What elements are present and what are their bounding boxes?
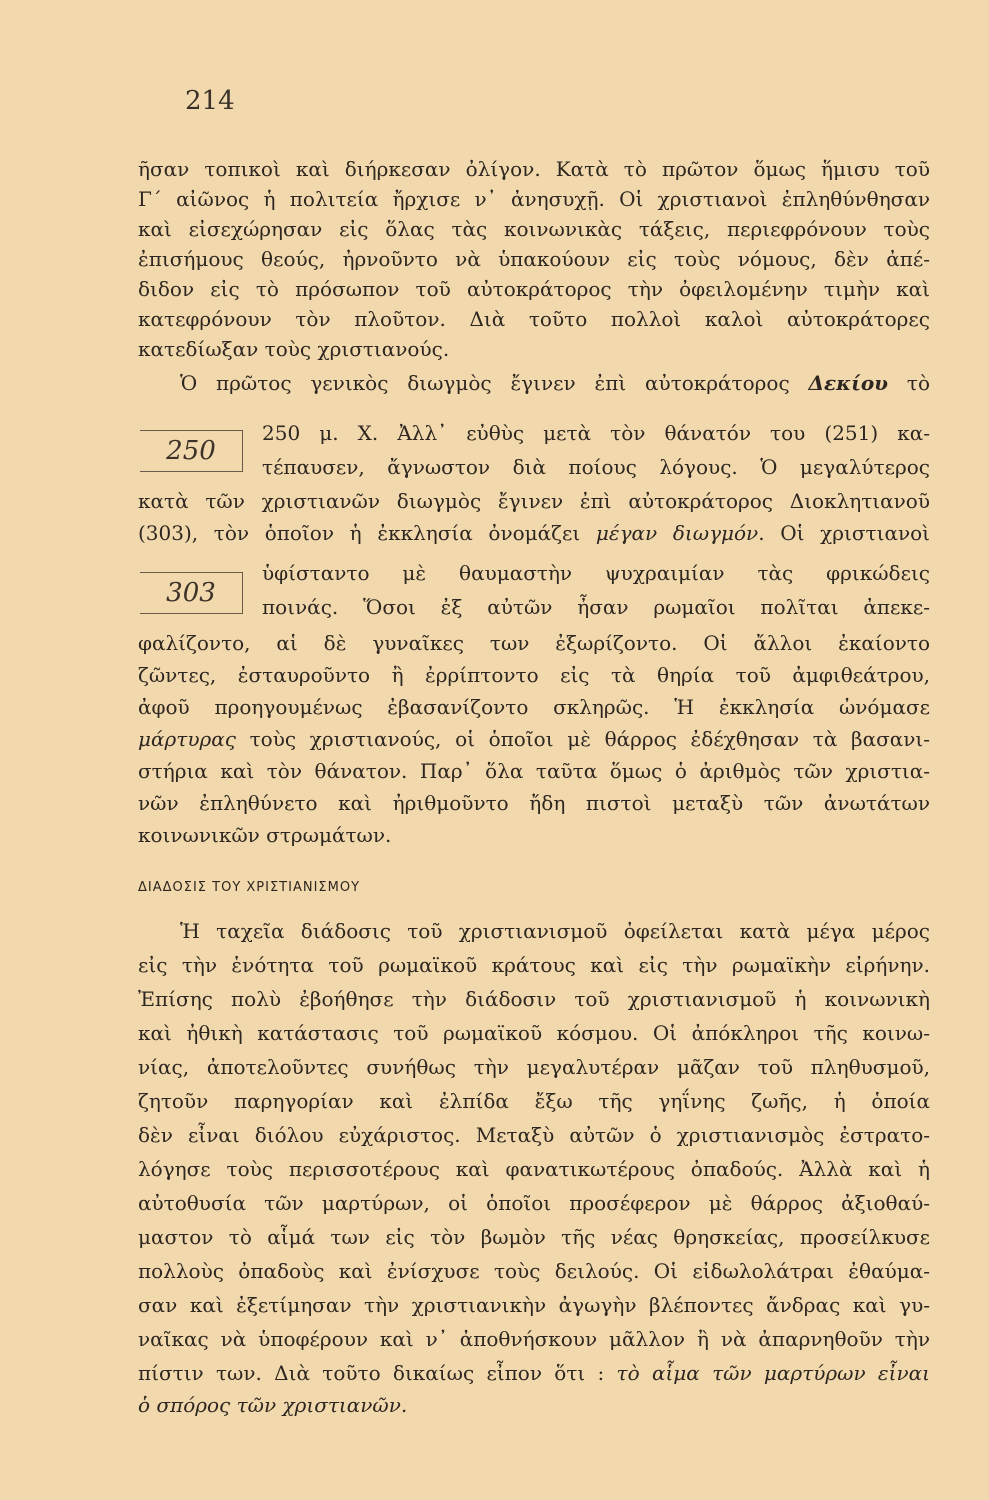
text-line: ὑφίσταντο μὲ θαυμαστὴν ψυχραιμίαν τὰς φρικώδεις [262,561,930,585]
margin-note-year: 303 [140,572,243,614]
text-line: καὶ ἠθικὴ κατάστασις τοῦ ρωμαϊκοῦ κόσμου. Οἱ ἀπόκληροι τῆς κοινω- [138,1021,930,1045]
text-line: στήρια καὶ τὸν θάνατον. Παρ᾽ ὅλα ταῦτα ὅμως ὁ ἀριθμὸς τῶν χριστια- [138,759,930,783]
text-line: διδον εἰς τὸ πρόσωπον τοῦ αὐτοκράτορος τὴν ὀφειλομένην τιμὴν καὶ [138,277,930,301]
text-line: 250 μ. Χ. Ἀλλ᾽ εὐθὺς μετὰ τὸν θάνατόν του (251) κα- [262,421,930,445]
text-line: κοινωνικῶν στρωμάτων. [138,823,392,847]
text-line: τέπαυσεν, ἄγνωστον διὰ ποίους λόγους. Ὁ μεγαλύτερος [262,455,930,479]
text-line: ζῶντες, ἐσταυροῦντο ἢ ἐρρίπτοντο εἰς τὰ θηρία τοῦ ἀμφιθεάτρου, [138,663,930,687]
text-line: Ἡ ταχεῖα διάδοσις τοῦ χριστιανισμοῦ ὀφείλεται κατὰ μέγα μέρος [180,919,930,943]
text-line: Ὁ πρῶτος γενικὸς διωγμὸς ἔγινεν ἐπὶ αὐτοκράτορος Δεκίου τὸ [180,371,930,395]
text-line: ῆσαν τοπικοὶ καὶ διήρκεσαν ὀλίγον. Κατὰ τὸ πρῶτον ὅμως ἥμισυ τοῦ [138,157,930,181]
text-line: (303), τὸν ὁποῖον ἡ ἐκκλησία ὀνομάζει μέγαν διωγμόν. Οἱ χριστιανοὶ [138,521,930,545]
text-line: ἐπισήμους θεούς, ἠρνοῦντο νὰ ὑπακούουν εἰς τοὺς νόμους, δὲν ἀπέ- [138,247,930,271]
section-heading: ΔΙΑΔΟΣΙΣ ΤΟΥ ΧΡΙΣΤΙΑΝΙΣΜΟΥ [138,880,361,895]
text-line: μάρτυρας τοὺς χριστιανούς, οἱ ὁποῖοι μὲ θάρρος ἐδέχθησαν τὰ βασανι- [138,727,930,751]
margin-note-year: 250 [140,430,243,472]
text-line: σαν καὶ ἐξετίμησαν τὴν χριστιανικὴν ἀγωγὴν βλέποντες ἄνδρας καὶ γυ- [138,1293,930,1317]
text-line: ποινάς. Ὅσοι ἐξ αὐτῶν ἦσαν ρωμαῖοι πολῖται ἀπεκε- [262,595,930,619]
text-line: φαλίζοντο, αἱ δὲ γυναῖκες των ἐξωρίζοντο. Οἱ ἄλλοι ἐκαίοντο [138,631,930,655]
text-line: δὲν εἶναι διόλου εὐχάριστος. Μεταξὺ αὐτῶν ὁ χριστιανισμὸς ἐστρατο- [138,1123,930,1147]
text-line: ὁ σπόρος τῶν χριστιανῶν. [138,1393,408,1417]
text-line: Γ΄ αἰῶνος ἡ πολιτεία ἤρχισε ν᾽ ἀνησυχῇ. Οἱ χριστιανοὶ ἐπληθύνθησαν [138,187,930,211]
text-line: μαστον τὸ αἷμά των εἰς τὸν βωμὸν τῆς νέας θρησκείας, προσείλκυσε [138,1225,930,1249]
text-line: κατὰ τῶν χριστιανῶν διωγμὸς ἔγινεν ἐπὶ αὐτοκράτορος Διοκλητιανοῦ [138,489,930,513]
text-line: ναῖκας νὰ ὑποφέρουν καὶ ν᾽ ἀποθνήσκουν μᾶλλον ἢ νὰ ἀπαρνηθοῦν τὴν [138,1327,930,1351]
text-line: λόγησε τοὺς περισσοτέρους καὶ φανατικωτέρους ὀπαδούς. Ἀλλὰ καὶ ἡ [138,1157,930,1181]
text-line: νίας, ἀποτελοῦντες συνήθως τὴν μεγαλυτέραν μᾶζαν τοῦ πληθυσμοῦ, [138,1055,930,1079]
text-line: κατεφρόνουν τὸν πλοῦτον. Διὰ τοῦτο πολλοὶ καλοὶ αὐτοκράτορες [138,307,930,331]
page-number: 214 [185,86,235,116]
text-line: πίστιν των. Διὰ τοῦτο δικαίως εἶπον ὅτι : τὸ αἷμα τῶν μαρτύρων εἶναι [138,1361,930,1385]
text-line: πολλοὺς ὀπαδοὺς καὶ ἐνίσχυσε τοὺς δειλούς. Οἱ εἰδωλολάτραι ἐθαύμα- [138,1259,930,1283]
text-line: ἀφοῦ προηγουμένως ἐβασανίζοντο σκληρῶς. Ἡ ἐκκλησία ὠνόμασε [138,695,930,719]
text-line: νῶν ἐπληθύνετο καὶ ἠριθμοῦντο ἤδη πιστοὶ μεταξὺ τῶν ἀνωτάτων [138,791,930,815]
emperor-name: Δεκίου [808,371,889,395]
text-line: ζητοῦν παρηγορίαν καὶ ἐλπίδα ἔξω τῆς γηΐνης ζωῆς, ἡ ὁποία [138,1089,930,1113]
text-line: αὐτοθυσία τῶν μαρτύρων, οἱ ὁποῖοι προσέφερον μὲ θάρρος ἀξιοθαύ- [138,1191,930,1215]
text-line: Ἐπίσης πολὺ ἐβοήθησε τὴν διάδοσιν τοῦ χριστιανισμοῦ ἡ κοινωνικὴ [138,987,930,1011]
text-line: κατεδίωξαν τοὺς χριστιανούς. [138,337,450,361]
text-line: εἰς τὴν ἑνότητα τοῦ ρωμαϊκοῦ κράτους καὶ εἰς τὴν ρωμαϊκὴν εἰρήνην. [138,953,930,977]
text-line: καὶ εἰσεχώρησαν εἰς ὅλας τὰς κοινωνικὰς τάξεις, περιεφρόνουν τοὺς [138,217,930,241]
